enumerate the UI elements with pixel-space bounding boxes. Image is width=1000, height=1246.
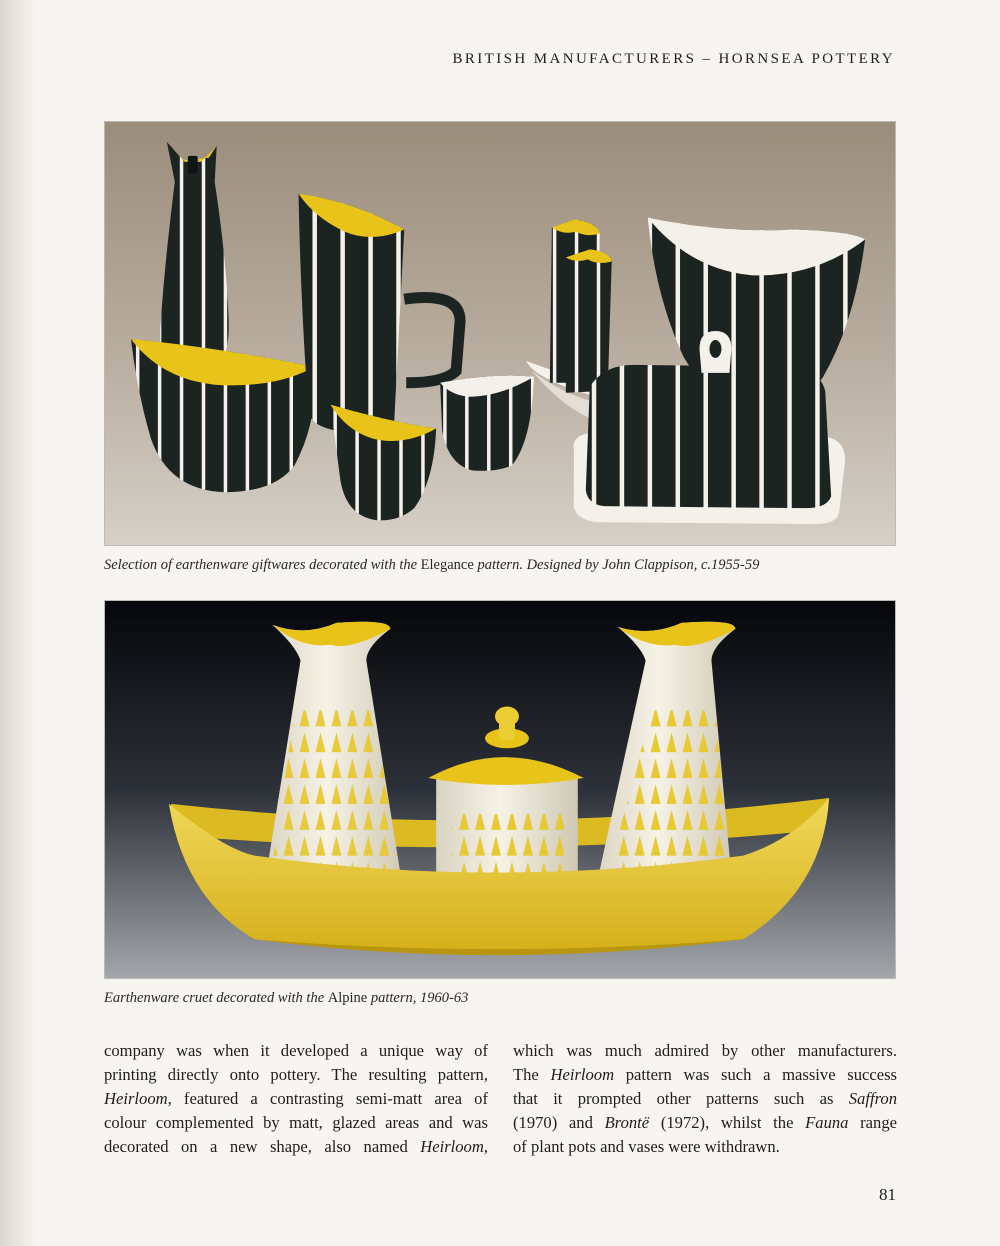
body-text: , featured a contrasting semi-matt area of <box>167 1089 488 1108</box>
caption-text-before: Earthenware cruet decorated with the <box>104 990 328 1006</box>
body-text: decorated on a new shape, also named <box>104 1137 421 1156</box>
body-line: company was when it developed a unique way of <box>104 1041 488 1060</box>
body-line: colour complemented by matt, glazed areas and was <box>104 1113 488 1132</box>
elegance-photograph <box>104 121 896 546</box>
body-line <box>513 1087 897 1111</box>
body-text: that it prompted other patterns such as <box>513 1089 849 1108</box>
body-column-left <box>104 1039 488 1159</box>
caption-pattern-name: Alpine <box>327 990 368 1006</box>
pattern-name-heirloom: Heirloom <box>550 1065 615 1084</box>
body-text: pattern was such a massive success <box>614 1065 898 1084</box>
page-gutter-shadow <box>0 0 38 1246</box>
body-line: printing directly onto pottery. The resulting pattern, <box>104 1065 488 1084</box>
body-line: of plant pots and vases were withdrawn. <box>513 1137 780 1156</box>
pattern-name-bronte: Brontë <box>604 1113 650 1132</box>
alpine-cruet-photograph <box>104 600 896 979</box>
body-text: , <box>483 1137 488 1156</box>
body-line <box>104 1135 488 1159</box>
body-line: which was much admired by other manufacturers. <box>513 1041 897 1060</box>
running-head: BRITISH MANUFACTURERS – HORNSEA POTTERY <box>452 51 895 67</box>
page-number: 81 <box>879 1185 896 1204</box>
range-name-fauna: Fauna <box>805 1113 849 1132</box>
caption-text-after: pattern. Designed by John Clappison, c.1955-59 <box>473 557 760 573</box>
body-text: range <box>848 1113 898 1132</box>
pattern-name-heirloom: Heirloom <box>104 1089 168 1108</box>
caption-text-before: Selection of earthenware giftwares decorated with the <box>104 557 421 573</box>
figure-caption-alpine <box>104 990 896 1007</box>
body-text: The <box>513 1065 551 1084</box>
body-text: (1972), whilst the <box>649 1113 806 1132</box>
shape-name-heirloom: Heirloom <box>420 1137 484 1156</box>
body-text: (1970) and <box>513 1113 605 1132</box>
caption-text-after: pattern, 1960-63 <box>367 990 469 1006</box>
body-line <box>513 1063 897 1087</box>
body-line <box>513 1111 897 1135</box>
body-line <box>104 1087 488 1111</box>
figure-caption-elegance <box>104 557 896 574</box>
pattern-name-saffron: Saffron <box>848 1089 897 1108</box>
caption-pattern-name: Elegance <box>420 557 474 573</box>
body-column-right <box>513 1039 897 1159</box>
